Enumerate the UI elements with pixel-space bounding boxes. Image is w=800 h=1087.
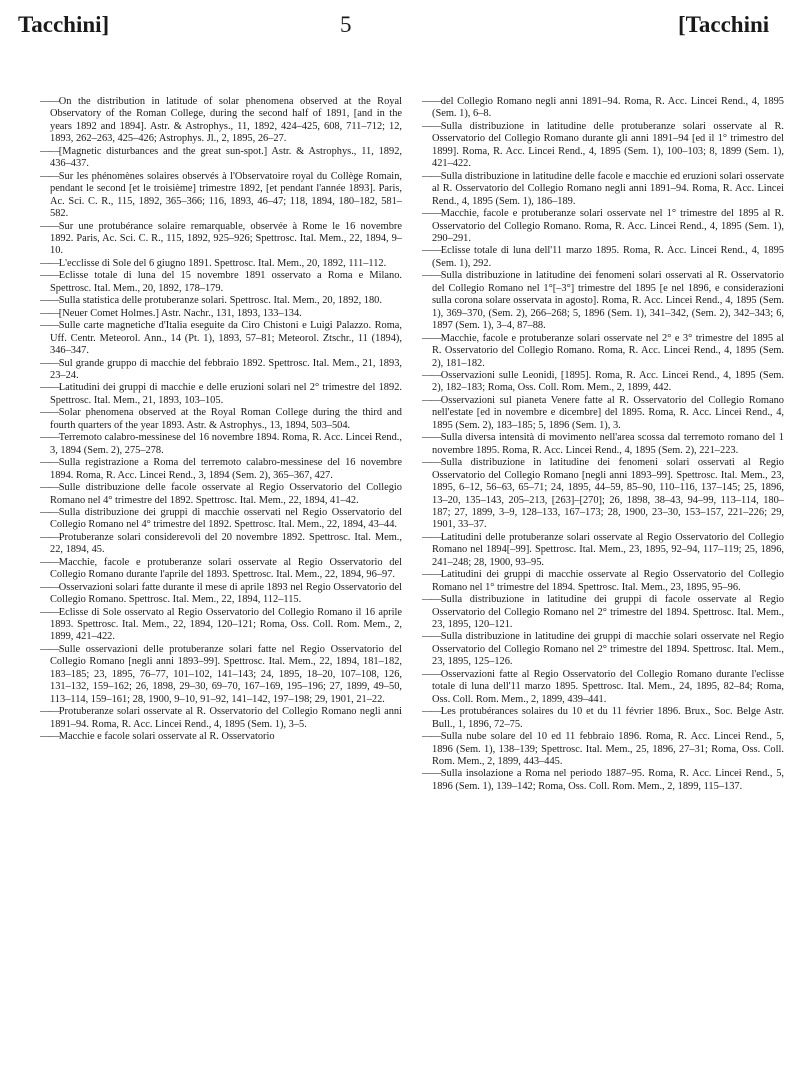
page-header	[0, 0, 800, 60]
bibliography-entry: —— Sulla distribuzione dei gruppi di macchie osservati nel Regio Osservatorio del Collegio Romano nel 4° trimestre del 1892. Spettrosc. Ital. Mem., 22, 1894, 43–44.	[40, 507, 402, 532]
bibliography-entry: —— Eclisse totale di luna del 15 novembre 1891 osservato a Roma e Milano. Spettrosc. Ital. Mem., 20, 1892, 178–179.	[40, 270, 402, 295]
bibliography-entry: —— Solar phenomena observed at the Royal Roman College during the third and fourth quarters of the year 1893. Astr. & Astrophys., 13, 1894, 503–504.	[40, 407, 402, 432]
bibliography-entry: —— [Neuer Comet Holmes.] Astr. Nachr., 131, 1893, 133–134.	[40, 308, 402, 320]
bibliography-entry: —— Sul grande gruppo di macchie del febbraio 1892. Spettrosc. Ital. Mem., 21, 1893, 23–24.	[40, 358, 402, 383]
bibliography-entry: —— Latitudini dei gruppi di macchie osservate al Regio Osservatorio del Collegio Romano nel 1° trimestre del 1894. Spettrosc. Ital. Mem., 23, 1895, 95–96.	[422, 569, 784, 594]
bibliography-entry: —— Macchie, facole e protuberanze solari osservate al Regio Osservatorio del Collegio Romano durante l'aprile del 1893. Spettrosc. Ital. Mem., 22, 1894, 96–97.	[40, 557, 402, 582]
bibliography-entry: —— Sulle distribuzione delle facole osservate al Regio Osservatorio del Collegio Romano nel 4° trimestre del 1892. Spettrosc. Ital. Mem., 22, 1894, 41–42.	[40, 482, 402, 507]
bibliography-entry: —— del Collegio Romano negli anni 1891–94. Roma, R. Acc. Lincei Rend., 4, 1895 (Sem. 1), 6–8.	[422, 96, 784, 121]
bibliography-entry: —— Sur une protubérance solaire remarquable, observée à Rome le 16 novembre 1892. Paris, Ac. Sci. C. R., 115, 1892, 925–926; Spettrosc. Ital. Mem., 22, 1894, 9–10.	[40, 221, 402, 258]
left-column	[40, 96, 402, 1078]
bibliography-entry: —— Sulla distribuzione in latitudine delle protuberanze solari osservate al R. Osservatorio del Collegio Romano durante gli anni 1891–94 [ed il 1° trimestro del 1899]. Roma, R. Acc. Lincei Rend., 4, 1895 (Sem. 1), 100–103; 8, 1899 (Sem. 1), 421–422.	[422, 121, 784, 171]
bibliography-entry: —— Osservazioni solari fatte durante il mese di aprile 1893 nel Regio Osservatorio del Collegio Romano. Spettrosc. Ital. Mem., 22, 1894, 112–115.	[40, 582, 402, 607]
page-number: 5	[340, 12, 352, 37]
bibliography-entry: —— Osservazioni sul pianeta Venere fatte al R. Osservatorio del Collegio Romano nell'estate [ed in novembre e dicembre] del 1895. Roma, R. Acc. Lincei Rend., 4, 1895 (Sem. 2), 183–185; 5, 1896 (Sem. 1), 3.	[422, 395, 784, 432]
bibliography-entry: —— Macchie, facole e protuberanze solari osservate nel 2° e 3° trimestre del 1895 al R. Osservatorio del Collegio Romano. Roma, R. Acc. Lincei Rend., 4, 1895 (Sem. 2), 181–182.	[422, 333, 784, 370]
bibliography-entry: —— Osservazioni sulle Leonidi, [1895]. Roma, R. Acc. Lincei Rend., 4, 1895 (Sem. 2), 182–183; Roma, Oss. Coll. Rom. Mem., 2, 1899, 442.	[422, 370, 784, 395]
bibliography-entry: —— Sulle osservazioni delle protuberanze solari fatte nel Regio Osservatorio del Collegio Romano [negli anni 1893–99]. Spettrosc. Ital. Mem., 22, 1894, 181–182, 183–185; 23, 1895, 76–77, 101–102, 141–143; 24, 1895, 18–20, 107–108, 126, 131–132, 159–162; 26, 1898, 29–30, 69–70, 167–169, 195–196; 27, 1899, 49–50, 113–114, 159–161; 28, 1900, 9–10, 91–92, 141–142, 197–198; 29, 1901, 21–22.	[40, 644, 402, 706]
bibliography-entry: —— Osservazioni fatte al Regio Osservatorio del Collegio Romano durante l'eclisse totale di luna dell'11 marzo 1895. Spettrosc. Ital. Mem., 24, 1895, 82–84; Roma, Oss. Coll. Rom. Mem., 2, 1899, 439–441.	[422, 669, 784, 706]
bibliography-entry: —— L'ecclisse di Sole del 6 giugno 1891. Spettrosc. Ital. Mem., 20, 1892, 111–112.	[40, 258, 402, 270]
bibliography-entry: —— Sur les phénomènes solaires observés à l'Observatoire royal du Collège Romain, pendant le second [et le troisième] trimestre 1892, [et pendant l'année 1893]. Paris, Ac. Sci. C. R., 115, 1892, 365–366; 116, 1893, 46–47; 118, 1894, 180–182, 581–582.	[40, 171, 402, 221]
bibliography-entry: —— Protuberanze solari considerevoli del 20 novembre 1892. Spettrosc. Ital. Mem., 22, 1894, 45.	[40, 532, 402, 557]
right-column	[422, 96, 784, 1078]
bibliography-entry: —— Sulla distribuzione in latitudine delle facole e macchie ed eruzioni solari osservate al R. Osservatorio del Collegio Romano negli anni 1891–94. Roma, R. Acc. Lincei Rend., 4, 1895 (Sem. 1), 186–189.	[422, 171, 784, 208]
bibliography-entry: —— [Magnetic disturbances and the great sun-spot.] Astr. & Astrophys., 11, 1892, 436–437.	[40, 146, 402, 171]
bibliography-entry: —— Macchie e facole solari osservate al R. Osservatorio	[40, 731, 402, 743]
bibliography-entry: —— Sulla registrazione a Roma del terremoto calabro-messinese del 16 novembre 1894. Roma, R. Acc. Lincei Rend., 3, 1894 (Sem. 2), 365–367, 427.	[40, 457, 402, 482]
bibliography-entry: —— Sulla distribuzione in latitudine dei gruppi di facole osservate al Regio Osservatorio del Collegio Romano nel 2° trimestre del 1894. Spettrosc. Ital. Mem., 23, 1895, 120–121.	[422, 594, 784, 631]
bibliography-entry: —— Sulle carte magnetiche d'Italia eseguite da Ciro Chistoni e Luigi Palazzo. Roma, Uff. Centr. Meteorol. Ann., 14 (Pt. 1), 1893, 57–81; Meteorol. Ztschr., 11 (1894), 346–347.	[40, 320, 402, 357]
bibliography-entry: —— Sulla distribuzione in latitudine dei fenomeni solari osservati al Regio Osservatorio del Collegio Romano [negli anni 1893–99]. Spettrosc. Ital. Mem., 23, 1895, 6–12, 56–63, 65–71; 24, 1895, 44–59, 85–90, 110–116, 137–145; 25, 1896, 13–20, 135–143, 205–213, [263]–[270]; 26, 1898, 38–43, 94–99, 113–114, 180–187; 27, 1899, 3–9, 128–133, 167–173; 28, 1900, 23–30, 153–157, 221–226; 29, 1901, 33–37.	[422, 457, 784, 532]
bibliography-entry: —— Sulla distribuzione in latitudine dei gruppi di macchie solari osservate nel Regio Osservatorio del Collegio Romano nel 2° trimestre del 1894. Spettrosc. Ital. Mem., 23, 1895, 125–126.	[422, 631, 784, 668]
bibliography-entry: —— Protuberanze solari osservate al R. Osservatorio del Collegio Romano negli anni 1891–94. Roma, R. Acc. Lincei Rend., 4, 1895 (Sem. 1), 3–5.	[40, 706, 402, 731]
bibliography-entry: —— Sulla nube solare del 10 ed 11 febbraio 1896. Roma, R. Acc. Lincei Rend., 5, 1896 (Sem. 1), 138–139; Spettrosc. Ital. Mem., 25, 1896, 27–31; Roma, Oss. Coll. Rom. Mem., 2, 1899, 443–445.	[422, 731, 784, 768]
bibliography-entry: —— Sulla distribuzione in latitudine dei fenomeni solari osservati al R. Osservatorio del Collegio Romano nel 1°[–3°] trimestre del 1895 [e nel 1896, e considerazioni sulla corona solare osservata in agosto]. Roma, R. Acc. Lincei Rend., 4, 1895 (Sem. 1), 369–370, (Sem. 2), 266–268; 5, 1896 (Sem. 1), 341–342, (Sem. 2), 342–343; 6, 1897 (Sem. 1), 3–4, 87–88.	[422, 270, 784, 332]
bibliography-entry: —— On the distribution in latitude of solar phenomena observed at the Royal Observatory of the Roman College, during the second half of 1891, [and in the years 1892 and 1894]. Astr. & Astrophys., 11, 1892, 424–425, 608, 711–712; 12, 1893, 262–263, 425–426; Astrophys. Jl., 2, 1895, 26–27.	[40, 96, 402, 146]
header-right-name: [Tacchini	[678, 12, 770, 37]
bibliography-entry: —— Eclisse di Sole osservato al Regio Osservatorio del Collegio Romano il 16 aprile 1893. Spettrosc. Ital. Mem., 22, 1894, 120–121; Roma, Oss. Coll. Rom. Mem., 2, 1899, 421–422.	[40, 607, 402, 644]
bibliography-entry: —— Latitudini delle protuberanze solari osservate al Regio Osservatorio del Collegio Romano nel 1894[–99]. Spettrosc. Ital. Mem., 23, 1895, 92–94, 117–119; 25, 1896, 241–248; 28, 1900, 93–95.	[422, 532, 784, 569]
bibliography-entry: —— Macchie, facole e protuberanze solari osservate nel 1° trimestre del 1895 al R. Osservatorio del Collegio Romano. Roma, R. Acc. Lincei Rend., 4, 1895 (Sem. 1), 290–291.	[422, 208, 784, 245]
bibliography-entry: —— Les protubérances solaires du 10 et du 11 février 1896. Brux., Soc. Belge Astr. Bull., 1, 1896, 72–75.	[422, 706, 784, 731]
bibliography-entry: —— Sulla statistica delle protuberanze solari. Spettrosc. Ital. Mem., 20, 1892, 180.	[40, 295, 402, 307]
bibliography-entry: —— Terremoto calabro-messinese del 16 novembre 1894. Roma, R. Acc. Lincei Rend., 3, 1894 (Sem. 2), 275–278.	[40, 432, 402, 457]
bibliography-entry: —— Eclisse totale di luna dell'11 marzo 1895. Roma, R. Acc. Lincei Rend., 4, 1895 (Sem. 1), 292.	[422, 245, 784, 270]
bibliography-entry: —— Sulla diversa intensità di movimento nell'area scossa dal terremoto romano del 1 novembre 1895. Roma, R. Acc. Lincei Rend., 4, 1895 (Sem. 2), 221–223.	[422, 432, 784, 457]
bibliography-entry: —— Latitudini dei gruppi di macchie e delle eruzioni solari nel 2° trimestre del 1892. Spettrosc. Ital. Mem., 21, 1893, 103–105.	[40, 382, 402, 407]
bibliography-entry: —— Sulla insolazione a Roma nel periodo 1887–95. Roma, R. Acc. Lincei Rend., 5, 1896 (Sem. 1), 139–142; Roma, Oss. Coll. Rom. Mem., 2, 1899, 115–137.	[422, 768, 784, 793]
header-left-name: Tacchini]	[18, 12, 110, 37]
